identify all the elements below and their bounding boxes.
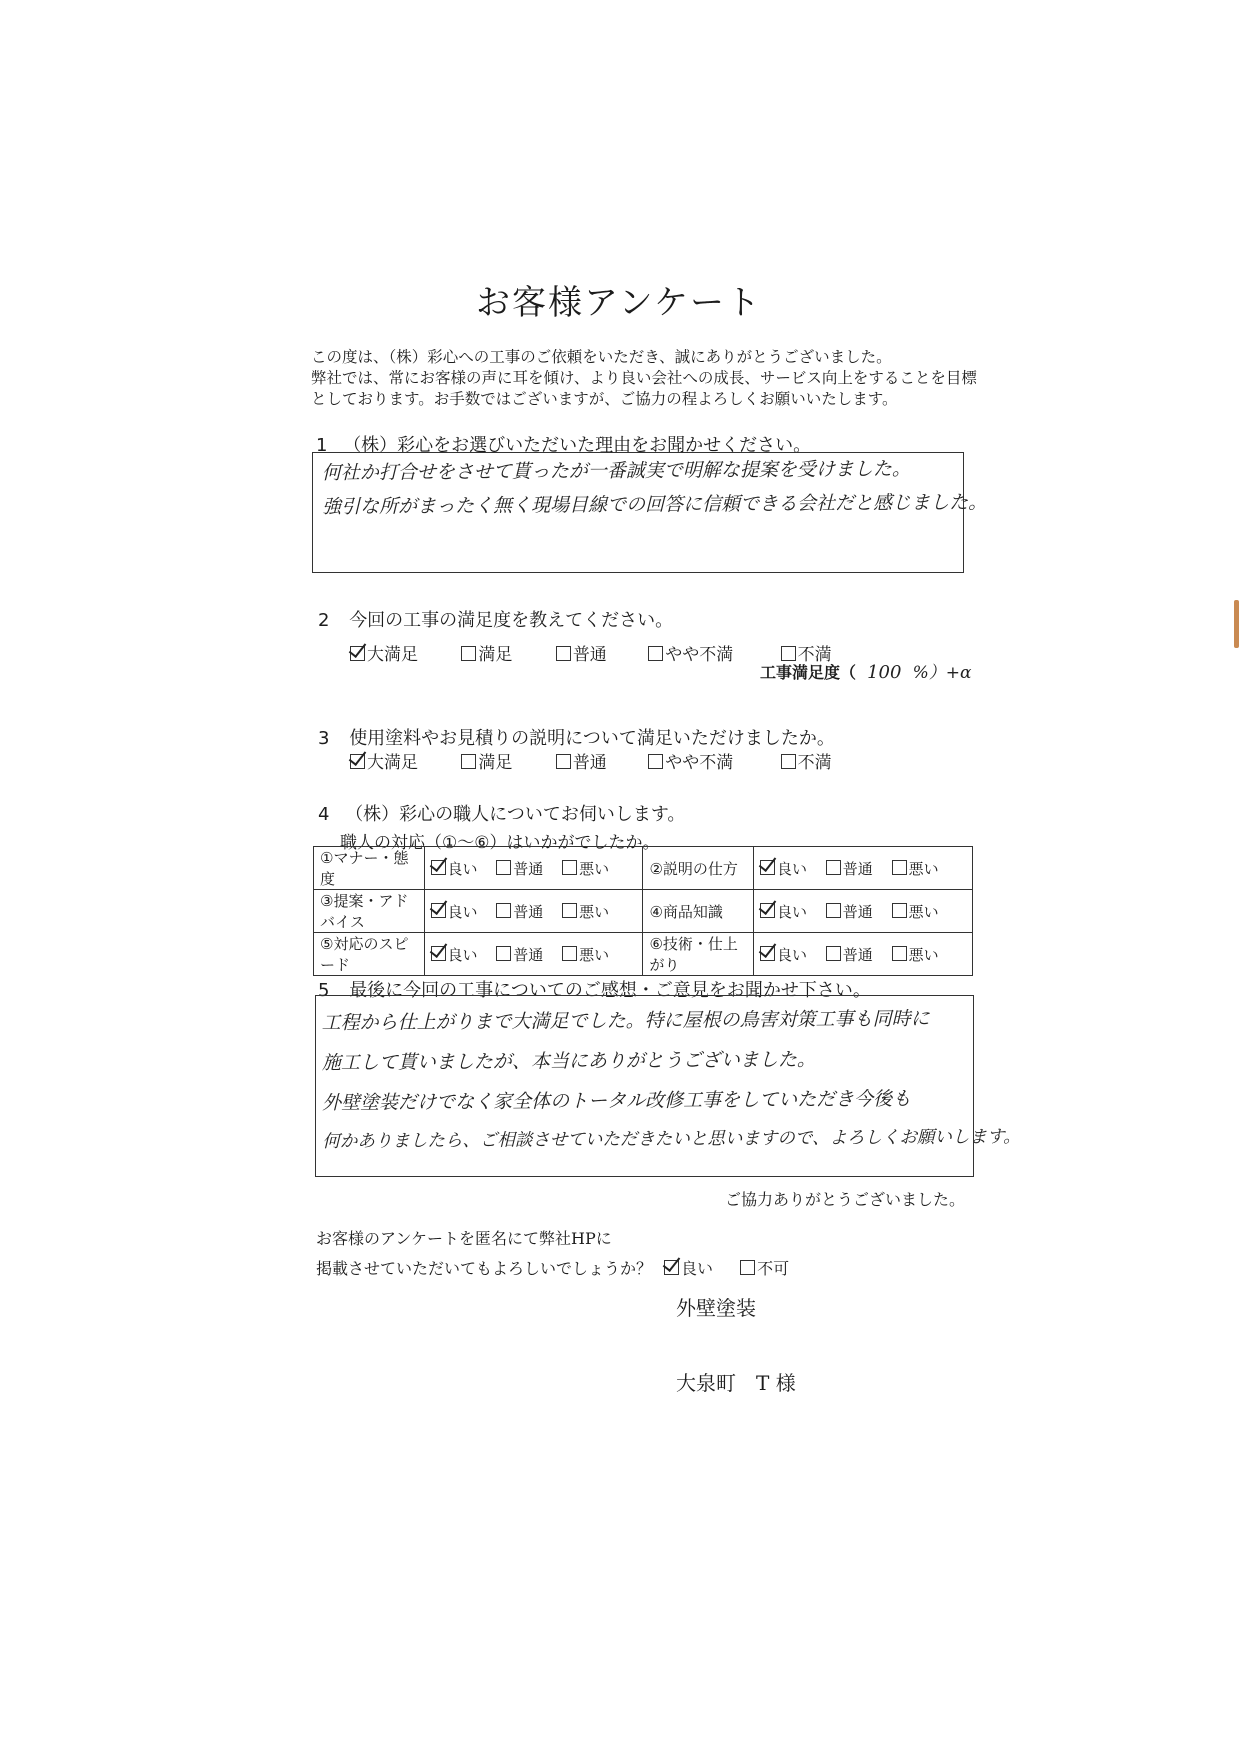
rating-label: ④商品知識 — [643, 890, 754, 933]
question-text: （株）彩心をお選びいただいた理由をお聞かせください。 — [343, 435, 812, 456]
work-type: 外壁塗装 — [676, 1296, 756, 1320]
checkbox[interactable] — [556, 754, 571, 769]
choice-normal[interactable]: 普通 — [826, 858, 873, 879]
choice-good[interactable]: 良い — [431, 944, 478, 965]
checkbox[interactable] — [496, 903, 511, 918]
satisfaction-unit: %）+α — [912, 663, 972, 683]
checkbox[interactable] — [892, 903, 907, 918]
question-4 — [318, 800, 685, 826]
checkbox[interactable] — [781, 754, 796, 769]
choice-good[interactable]: 良い — [760, 901, 807, 922]
checkbox[interactable] — [496, 860, 511, 875]
checkbox-checked[interactable] — [431, 946, 446, 961]
rating-label: ②説明の仕方 — [643, 847, 754, 890]
craftsman-rating-table — [313, 846, 973, 976]
checkbox[interactable] — [648, 754, 663, 769]
rating-label: ①マナー・態度 — [314, 847, 425, 890]
publish-question-line-1: お客様のアンケートを匿名にて弊社HPに — [316, 1229, 612, 1248]
option-somewhat-dissatisfied[interactable]: やや不満 — [648, 753, 733, 773]
question-number: 2 — [318, 610, 330, 631]
table-row — [314, 847, 973, 890]
question-text: 今回の工事の満足度を教えてください。 — [349, 610, 674, 631]
checkbox[interactable] — [562, 903, 577, 918]
page-title: お客様アンケート — [476, 283, 762, 323]
thanks-note: ご協力ありがとうございました。 — [725, 1190, 966, 1209]
checkbox-checked[interactable] — [664, 1260, 679, 1275]
question-4-subtext: 職人の対応（①～⑥）はいかがでしたか。 — [340, 833, 660, 853]
choice-good[interactable]: 良い — [760, 858, 807, 879]
answer-line: 何社か打合せをさせて貰ったが一番誠実で明解な提案を受けました。 — [321, 457, 911, 485]
satisfaction-value: 100 — [867, 662, 902, 683]
question-number: 1 — [316, 435, 328, 456]
checkbox[interactable] — [556, 646, 571, 661]
table-row — [314, 933, 973, 976]
option-very-satisfied[interactable]: 大満足 — [350, 753, 418, 773]
checkbox-checked[interactable] — [760, 946, 775, 961]
checkbox[interactable] — [562, 860, 577, 875]
choice-bad[interactable]: 悪い — [892, 901, 939, 922]
option-normal[interactable]: 普通 — [556, 753, 607, 773]
choice-normal[interactable]: 普通 — [496, 858, 543, 879]
paper-edge-mark — [1234, 600, 1239, 648]
handwritten-answer-1 — [322, 453, 987, 526]
choice-good[interactable]: 良い — [760, 944, 807, 965]
checkbox-checked[interactable] — [760, 860, 775, 875]
table-row — [314, 890, 973, 933]
q3-options — [350, 748, 832, 773]
question-text: 最後に今回の工事についてのご感想・ご意見をお聞かせ下さい。 — [349, 980, 871, 1001]
question-number: 3 — [318, 728, 330, 749]
checkbox-checked[interactable] — [431, 903, 446, 918]
handwritten-answer-5 — [321, 1003, 1020, 1168]
checkbox[interactable] — [826, 903, 841, 918]
intro-line: としております。お手数ではございますが、ご協力の程よろしくお願いいたします。 — [311, 390, 898, 408]
satisfaction-rate: 工事満足度（ 100 %）+α — [760, 662, 972, 683]
option-normal[interactable]: 普通 — [556, 645, 607, 665]
publish-options — [664, 1256, 789, 1279]
checkbox-checked[interactable] — [431, 860, 446, 875]
rating-choices — [753, 847, 972, 890]
option-dissatisfied[interactable]: 不満 — [781, 753, 832, 773]
checkbox[interactable] — [892, 946, 907, 961]
checkbox[interactable] — [562, 946, 577, 961]
checkbox-checked[interactable] — [760, 903, 775, 918]
intro-line: この度は、（株）彩心への工事のご依頼をいただき、誠にありがとうございました。 — [311, 348, 892, 366]
rating-choices — [753, 933, 972, 976]
rating-choices — [424, 847, 643, 890]
choice-bad[interactable]: 悪い — [562, 858, 609, 879]
option-very-satisfied[interactable]: 大満足 — [350, 645, 418, 665]
answer-line: 強引な所がまったく無く現場目線での回答に信頼できる会社だと感じました。 — [322, 491, 988, 518]
checkbox-checked[interactable] — [350, 646, 365, 661]
customer-name: 大泉町 T 様 — [676, 1371, 796, 1395]
intro-line: 弊社では、常にお客様の声に耳を傾け、より良い会社への成長、サービス向上をすることを目標 — [311, 369, 977, 387]
question-number: 4 — [318, 804, 330, 825]
answer-line: 施工して貰いましたが、本当にありがとうございました。 — [321, 1048, 816, 1075]
publish-question-line-2: 掲載させていただいてもよろしいでしょうか？ — [316, 1259, 653, 1278]
option-dissatisfied[interactable]: 不満 — [781, 645, 832, 665]
choice-bad[interactable]: 悪い — [562, 901, 609, 922]
choice-good[interactable]: 良い — [431, 901, 478, 922]
question-number: 5 — [318, 980, 330, 1001]
checkbox[interactable] — [826, 860, 841, 875]
publish-option-no[interactable]: 不可 — [740, 1259, 789, 1278]
checkbox[interactable] — [826, 946, 841, 961]
choice-normal[interactable]: 普通 — [826, 901, 873, 922]
choice-bad[interactable]: 悪い — [892, 944, 939, 965]
checkbox[interactable] — [496, 946, 511, 961]
rating-label: ③提案・アドバイス — [314, 890, 425, 933]
rating-choices — [424, 890, 643, 933]
question-text: 使用塗料やお見積りの説明について満足いただけましたか。 — [349, 728, 835, 749]
option-somewhat-dissatisfied[interactable]: やや不満 — [648, 645, 733, 665]
rating-label: ⑤対応のスピード — [314, 933, 425, 976]
choice-bad[interactable]: 悪い — [892, 858, 939, 879]
option-satisfied[interactable]: 満足 — [461, 645, 512, 665]
question-2 — [318, 606, 673, 632]
choice-good[interactable]: 良い — [431, 858, 478, 879]
answer-line: 工程から仕上がりまで大満足でした。特に屋根の鳥害対策工事も同時に — [321, 1007, 930, 1035]
rating-choices — [424, 933, 643, 976]
checkbox[interactable] — [461, 754, 476, 769]
question-text: （株）彩心の職人についてお伺いします。 — [345, 804, 686, 825]
choice-bad[interactable]: 悪い — [562, 944, 609, 965]
rating-choices — [753, 890, 972, 933]
checkbox-checked[interactable] — [350, 754, 365, 769]
choice-normal[interactable]: 普通 — [496, 901, 543, 922]
question-3 — [318, 724, 835, 750]
choice-normal[interactable]: 普通 — [826, 944, 873, 965]
answer-line: 何かありましたら、ご相談させていただきたいと思いますので、よろしくお願いします。 — [322, 1127, 1021, 1152]
checkbox[interactable] — [892, 860, 907, 875]
answer-line: 外壁塗装だけでなく家全体のトータル改修工事をしていただき今後も — [322, 1087, 912, 1114]
intro-text — [311, 347, 977, 410]
checkbox[interactable] — [648, 646, 663, 661]
checkbox[interactable] — [740, 1260, 755, 1275]
publish-option-yes[interactable]: 良い — [664, 1259, 713, 1278]
option-satisfied[interactable]: 満足 — [461, 753, 512, 773]
choice-normal[interactable]: 普通 — [496, 944, 543, 965]
checkbox[interactable] — [461, 646, 476, 661]
rating-label: ⑥技術・仕上がり — [643, 933, 754, 976]
